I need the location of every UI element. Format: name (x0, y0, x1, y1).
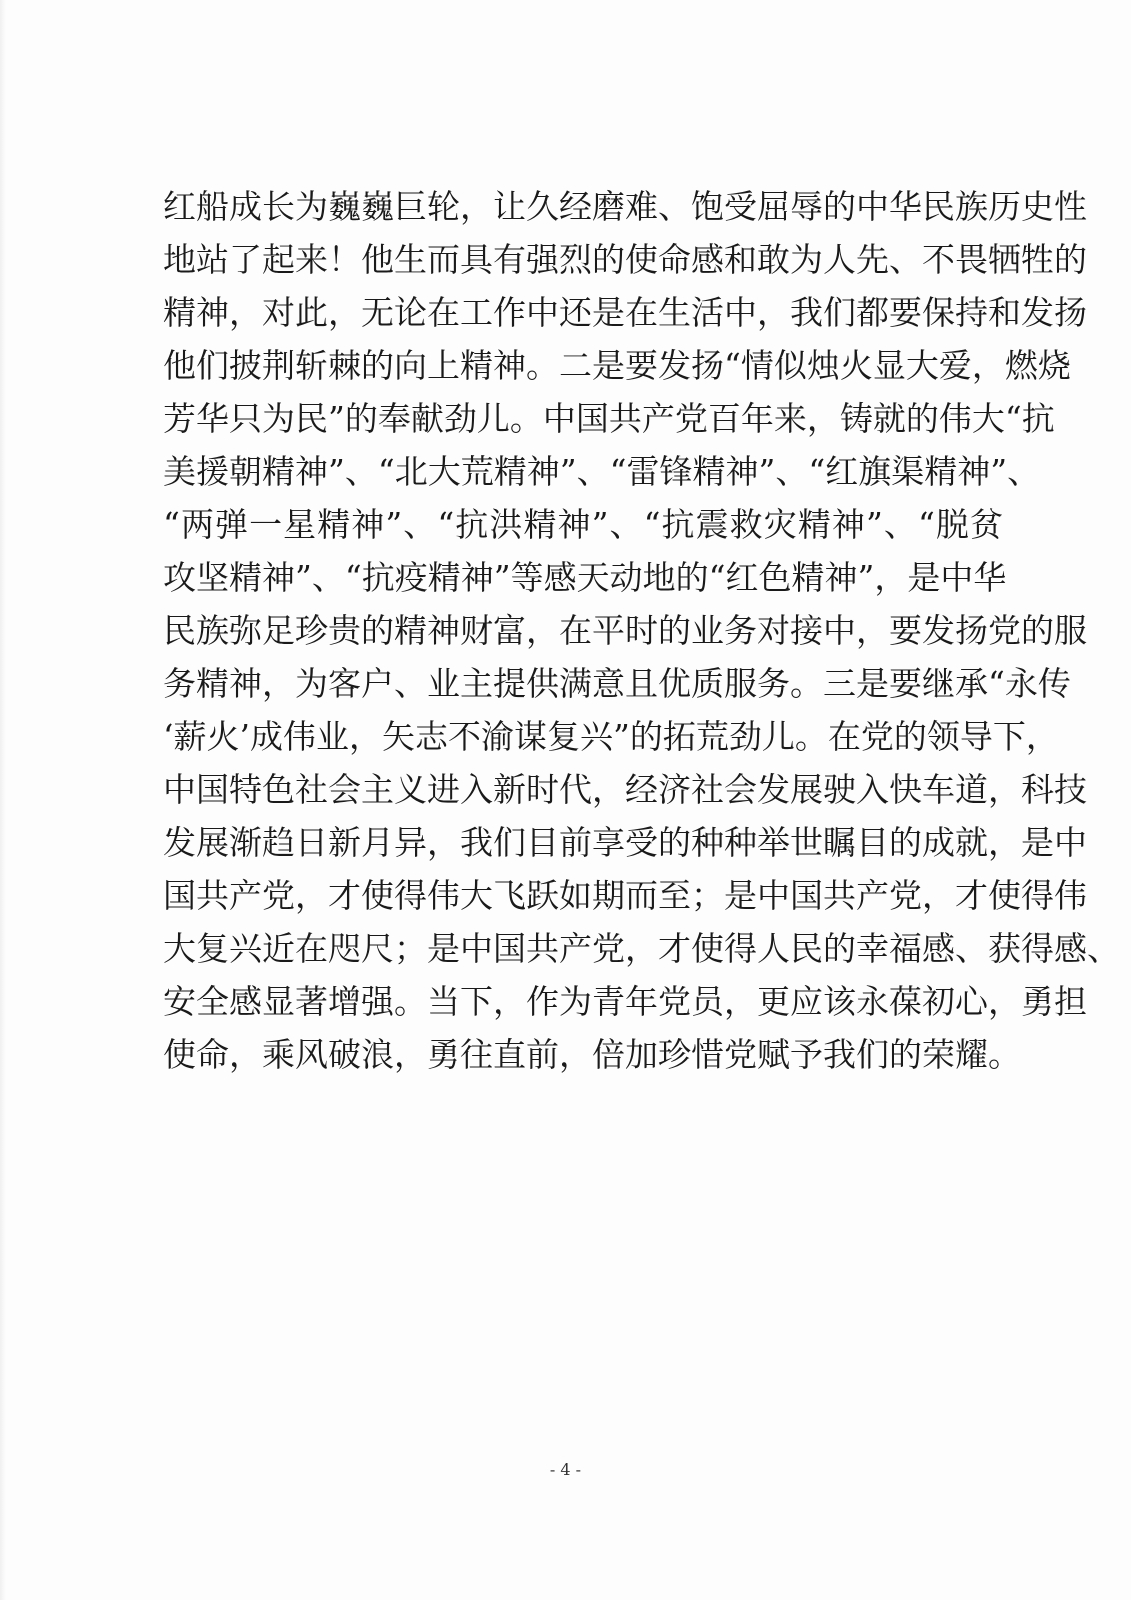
text-line: “两弹一星精神”、“抗洪精神”、“抗震救灾精神”、“脱贫 (163, 505, 1003, 544)
text-line: 发展渐趋日新月异，我们目前享受的种种举世瞩目的成就，是中 (163, 823, 1087, 862)
text-line: 国共产党，才使得伟大飞跃如期而至；是中国共产党，才使得伟 (163, 876, 1087, 915)
scan-edge-shadow (0, 0, 6, 1600)
text-line: 精神，对此，无论在工作中还是在生活中，我们都要保持和发扬 (163, 293, 1087, 332)
text-line: 美援朝精神”、“北大荒精神”、“雷锋精神”、“红旗渠精神”、 (163, 452, 1041, 491)
body-paragraph (163, 180, 1120, 1081)
text-line: 务精神，为客户、业主提供满意且优质服务。三是要继承“永传 (163, 664, 1071, 703)
text-line: 大复兴近在咫尺；是中国共产党，才使得人民的幸福感、获得感、 (163, 929, 1120, 968)
text-line: 攻坚精神”、“抗疫精神”等感天动地的“红色精神”，是中华 (163, 558, 1007, 597)
text-line-last: 使命，乘风破浪，勇往直前，倍加珍惜党赋予我们的荣耀。 (163, 1035, 1021, 1074)
text-line: 红船成长为巍巍巨轮，让久经磨难、饱受屈辱的中华民族历史性 (163, 187, 1087, 226)
text-line: ‘薪火’成伟业，矢志不渝谋复兴”的拓荒劲儿。在党的领导下， (163, 717, 1059, 756)
text-line: 芳华只为民”的奉献劲儿。中国共产党百年来，铸就的伟大“抗 (163, 399, 1055, 438)
text-line: 中国特色社会主义进入新时代，经济社会发展驶入快车道，科技 (163, 770, 1087, 809)
text-line: 安全感显著增强。当下，作为青年党员，更应该永葆初心，勇担 (163, 982, 1087, 1021)
text-line: 他们披荆斩棘的向上精神。二是要发扬“情似烛火显大爱，燃烧 (163, 346, 1071, 385)
text-line: 地站了起来！他生而具有强烈的使命感和敢为人先、不畏牺牲的 (163, 240, 1087, 279)
page-number: - 4 - (549, 1460, 582, 1479)
text-line: 民族弥足珍贵的精神财富，在平时的业务对接中，要发扬党的服 (163, 611, 1087, 650)
